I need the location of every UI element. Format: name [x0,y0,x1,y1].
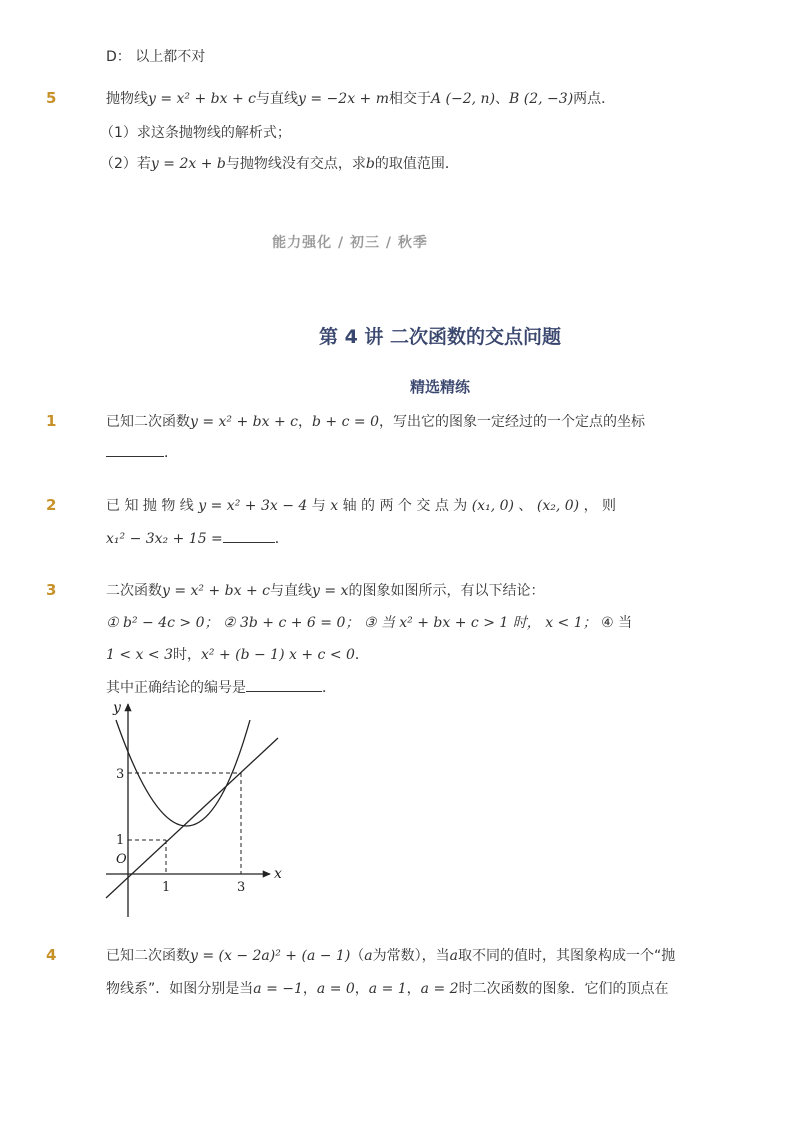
q5-formula-line: y = −2x + m [298,91,389,107]
question-number-2: 2 [46,496,57,514]
q3-inequality: x² + (b − 1) x + c < 0 [200,647,355,663]
tick-x-1: 1 [162,880,171,895]
q4-text-l2e: 时二次函数的图象．它们的顶点在 [458,981,669,997]
question-3-line-3 [106,644,369,664]
question-5-part-2 [100,153,459,173]
q4-text-c: 为常数），当 [372,948,450,964]
tick-y-3: 3 [116,767,125,782]
q5p2-text-c: 的取值范围． [374,156,459,172]
q2-point-1: (x₁, 0) [471,498,514,514]
q5-point-a: A (−2, n) [431,91,496,107]
tick-y-1: 1 [116,833,125,848]
q3-interval: 1 < x < 3 [106,647,173,663]
q4-text-a: 已知二次函数 [106,948,190,964]
question-number-1: 1 [46,412,57,430]
q2-point-2: (x₂, 0) [536,498,580,514]
question-1-line-1 [106,411,645,431]
q3-text-l3b: ． [354,647,369,663]
q5p2-text-a: （2）若 [100,156,151,172]
question-1-line-2 [106,442,178,462]
q4-text-l2c: ， [354,981,369,997]
section-subtitle: 精选精练 [409,378,470,396]
x-axis-label: x [274,866,282,882]
q4-var-a-1: a [364,948,373,964]
q3-text-b: 与直线 [270,583,313,599]
q1-text-c: ，写出它的图象一定经过的一个定点的坐标 [379,414,645,430]
question-5-part-1: （1）求这条抛物线的解析式； [100,125,291,141]
q5-text-c: 相交于 [389,91,431,107]
q5-text-a: 抛物线 [106,91,148,107]
q5p2-text-b: 与抛物线没有交点，求 [225,156,366,172]
question-number-4: 4 [46,946,57,964]
q3-text-c: 的图象如图所示，有以下结论： [348,583,545,599]
question-2-line-2 [106,528,289,548]
q5-point-b: B (2, −3) [509,91,574,107]
question-number-5: 5 [46,89,57,107]
q3-conclusion-3: ③ 当 x² + bx + c > 1 时， [363,615,541,631]
q2-text-d: 、 [518,498,533,514]
lecture-title: 第 4 讲 二次函数的交点问题 [318,326,562,348]
q1-text-a: 已知二次函数 [106,414,190,430]
q3-conclusion-1: ① b² − 4c > 0； [106,615,219,631]
q4-text-d: 取不同的值时，其图象构成一个“抛 [458,948,676,964]
q5p2-var-b: b [365,156,375,172]
answer-blank-1[interactable] [106,456,164,457]
q3-function-graph [98,692,298,922]
question-3-line-1 [106,580,544,600]
q1-text-d: ． [164,445,178,461]
q2-expression: x₁² − 3x₂ + 15 = [106,531,223,547]
q3-conclusion-3b: x < 1； [545,615,597,631]
question-4-line-2 [106,978,669,998]
question-2-line-1 [106,495,616,515]
q4-text-l2a: 物线系”．如图分别是当 [106,981,254,997]
q3-text-l3a: 时， [172,647,201,663]
q2-text-a: 已 知 抛 物 线 [106,498,194,514]
question-3-line-2 [106,612,632,632]
q4-text-l2d: ， [406,981,421,997]
q2-formula-parabola: y = x² + 3x − 4 [198,498,308,514]
q5-formula-parabola: y = x² + bx + c [148,91,257,107]
q3-conclusion-2: ② 3b + c + 6 = 0； [222,615,360,631]
q1-text-b: ， [298,414,313,430]
q3-text-l4: 其中正确结论的编号是 [106,680,246,696]
origin-label: O [116,852,127,867]
question-4-line-1 [106,945,675,965]
q2-text-c: 轴 的 两 个 交 点 为 [342,498,468,514]
q2-text-b: 与 [311,498,326,514]
q3-conclusion-4: ④ 当 [601,615,633,631]
q1-formula-2: b + c = 0 [312,414,379,430]
q3-formula-parabola: y = x² + bx + c [162,583,271,599]
option-d: D： 以上都不对 [106,49,206,65]
tick-x-3: 3 [237,880,246,895]
page-header: 能力强化 / 初三 / 秋季 [272,235,428,251]
q2-text-e: ， 则 [583,498,617,514]
answer-blank-2[interactable] [223,542,275,543]
q3-formula-line: y = x [312,583,349,599]
q3-text-a: 二次函数 [106,583,162,599]
q5-text-d: 、 [495,91,510,107]
q2-var-x: x [330,498,339,514]
question-5-line-1 [106,88,615,108]
q4-case-3: a = 1 [368,981,407,997]
q4-text-b: （ [350,948,365,964]
q4-formula: y = (x − 2a)² + (a − 1) [190,948,351,964]
q4-case-2: a = 0 [316,981,355,997]
q4-case-4: a = 2 [420,981,459,997]
q4-text-l2b: ， [302,981,317,997]
q1-formula-1: y = x² + bx + c [190,414,299,430]
q5-text-e: 两点． [573,91,616,107]
q3-text-l4-end: ． [322,680,336,696]
q2-text-f: ． [274,531,289,547]
q4-var-a-2: a [449,948,459,964]
question-number-3: 3 [46,581,57,599]
q4-case-1: a = −1 [253,981,303,997]
q5-text-b: 与直线 [256,91,299,107]
q5p2-formula: y = 2x + b [150,156,226,172]
y-axis-label: y [113,700,121,716]
